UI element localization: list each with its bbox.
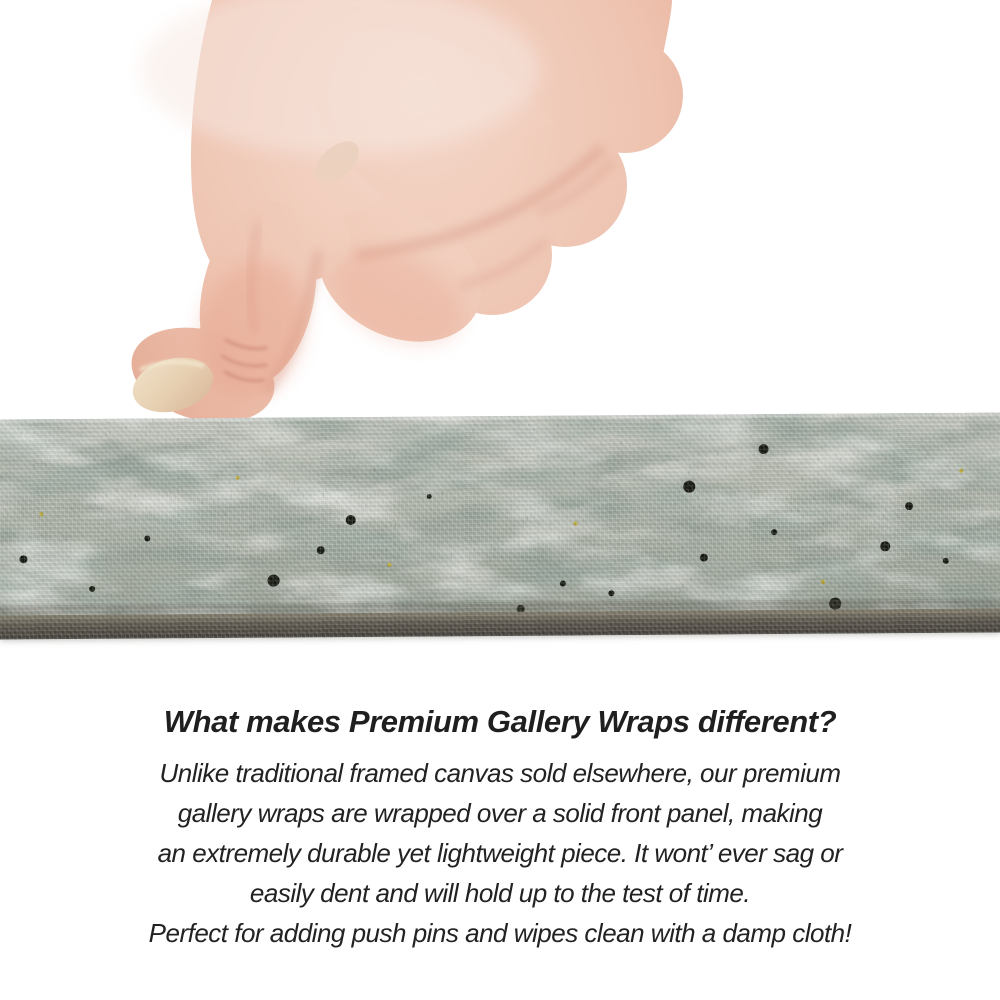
info-title: What makes Premium Gallery Wraps different? [163,704,837,739]
hand-illustration [0,0,1000,430]
info-text-block [0,700,1000,953]
info-line: easily dent and will hold up to the test of time. [249,878,751,908]
info-line: Perfect for adding push pins and wipes clean with a damp cloth! [148,918,852,948]
hand-photo [0,0,1000,430]
info-line: Unlike traditional framed canvas sold elsewhere, our premium [159,758,841,788]
canvas-wrap-edge-photo [0,412,1000,639]
canvas-texture [0,412,1000,639]
info-line: an extremely durable yet lightweight piece. It wont’ ever sag or [157,838,843,868]
info-line: gallery wraps are wrapped over a solid front panel, making [177,798,823,828]
